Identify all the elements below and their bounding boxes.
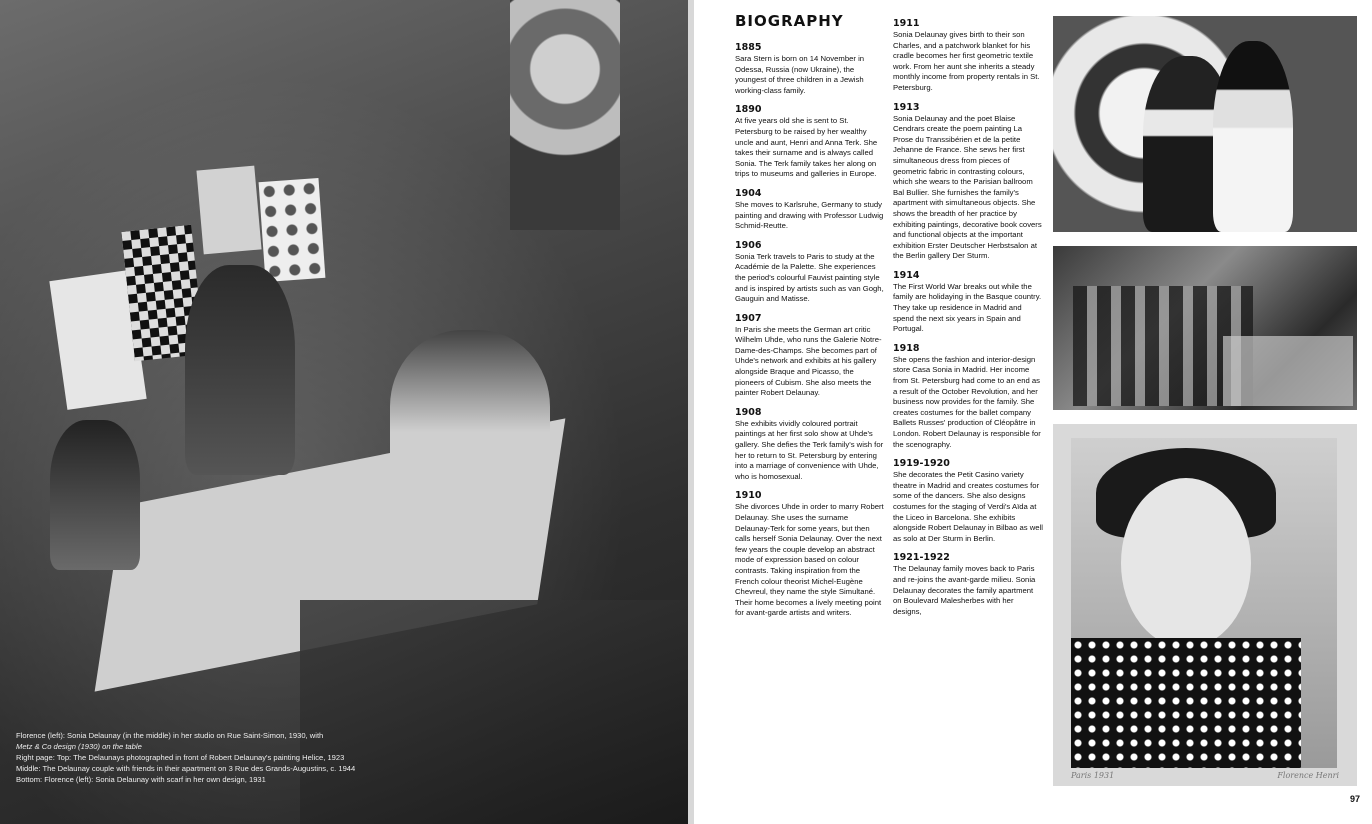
- photo-couple-with-friends: [1053, 246, 1357, 410]
- entry-year: 1885: [735, 42, 762, 53]
- entry-year: 1919-1920: [893, 458, 950, 470]
- biography-entry: [735, 104, 885, 180]
- biography-column-2: [893, 18, 1043, 625]
- wall-artwork-4: [259, 178, 326, 282]
- caption-line: Metz & Co design (1930) on the table: [16, 742, 142, 751]
- entry-text: Sara Stern is born on 14 November in Odessa, Russia (now Ukraine), the youngest of three children in a Jewish working-class family.: [735, 54, 865, 95]
- person-standing: [185, 265, 295, 475]
- entry-text: At five years old she is sent to St. Petersburg to be raised by her wealthy uncle and aunt, Henri and Anna Terk. She takes their surname and is always called Sonia. The Terk family takes her along on trips to museums and galleries in Europe.: [735, 116, 878, 179]
- portrait-inscription: Paris 1931: [1071, 771, 1115, 780]
- entry-year: 1914: [893, 269, 920, 281]
- biography-entry: [735, 407, 885, 483]
- photo-couple-in-front-of-painting: [1053, 16, 1357, 232]
- entry-year: 1908: [735, 406, 762, 418]
- portrait-with-polka-dot-scarf: [1053, 424, 1357, 786]
- biography-entry: [735, 188, 885, 232]
- caption-line: Right page: Top: The Delaunays photographed in front of Robert Delaunay's painting Helice, 1923: [16, 753, 345, 762]
- entry-year: 1921-1922: [893, 552, 950, 564]
- entry-text: She exhibits vividly coloured portrait paintings at her first solo show at Uhde's gallery. She defies the Terk family's wish for her to return to St. Petersburg by entering into a marriage of convenience with Uhde, who is homosexual.: [735, 418, 884, 481]
- entry-text: In Paris she meets the German art critic Wilhelm Uhde, who runs the Galerie Notre-Dame-des-Champs. She becomes part of Uhde's network and exhibits at his gallery alongside Braque and Picasso, the pioneers of Cubism. She also meets the painter Robert Delaunay.: [735, 324, 882, 398]
- man-figure: [1213, 41, 1293, 232]
- page-title: BIOGRAPHY: [735, 12, 844, 30]
- entry-text: She decorates the Petit Casino variety theatre in Madrid and creates costumes for some of the dancers. She also designs costumes for the staging of Verdi's Aïda at the Liceo in Barcelona. She exhibits alongside Robert Delaunay in Bilbao as well as solo at Der Sturm in Berlin.: [893, 470, 1043, 543]
- person-seated-right: [390, 330, 550, 500]
- biography-entry: [893, 458, 1043, 544]
- biography-column-1: [735, 42, 885, 627]
- entry-year: 1911: [893, 18, 920, 29]
- photographer-signature: Florence Henri: [1277, 771, 1339, 780]
- wall-painting: [510, 0, 620, 230]
- polka-dot-scarf: [1071, 638, 1301, 768]
- biography-entry: [893, 102, 1043, 262]
- biography-entry: [893, 18, 1043, 94]
- floor: [300, 600, 688, 824]
- entry-year: 1890: [735, 104, 762, 116]
- photo-caption: [16, 730, 466, 785]
- biography-entry: [893, 552, 1043, 617]
- biography-entry: [735, 42, 885, 96]
- portrait-print: [1071, 438, 1337, 768]
- entry-year: 1907: [735, 312, 762, 324]
- entry-year: 1918: [893, 342, 920, 354]
- biography-entry: [893, 270, 1043, 335]
- room-table: [1223, 336, 1353, 406]
- wall-artwork-3: [196, 166, 261, 255]
- person-seated-left: [50, 420, 140, 570]
- biography-entry: [893, 343, 1043, 450]
- entry-text: She opens the fashion and interior-design store Casa Sonia in Madrid. Her income from St. Petersburg had come to an end as a result of the October Revolution, and her business now provides for the family. She creates costumes for the ballet company Ballets Russes' production of Cléopâtre in London. Robert Delaunay is responsible for the scenography.: [893, 354, 1041, 449]
- caption-line: Bottom: Florence (left): Sonia Delaunay with scarf in her own design, 1931: [16, 775, 266, 784]
- face: [1121, 478, 1251, 648]
- entry-year: 1913: [893, 101, 920, 113]
- entry-text: Sonia Delaunay and the poet Blaise Cendrars create the poem painting La Prose du Transsibérien et de la petite Jehanne de France. She sews her first simultaneous dress from pieces of geometric fabric in contrasting colours, which she wears to the Parisian ballroom Bal Bullier. She furnishes the family's apartment with simultaneous objects. She shows the breadth of her practice by exhibiting paintings, decorative book covers and functional objects at the important exhibition Erster Deutscher Herbstsalon at the Berlin gallery Der Sturm.: [893, 113, 1042, 261]
- entry-text: She moves to Karlsruhe, Germany to study painting and drawing with Professor Ludwig Schmid-Reutte.: [735, 199, 884, 231]
- caption-line: Middle: The Delaunay couple with friends in their apartment on 3 Rue des Grands-Augustins, c. 1944: [16, 764, 356, 773]
- entry-text: Sonia Delaunay gives birth to their son Charles, and a patchwork blanket for his cradle becomes her first geometric textile work. From her aunt she inherits a steady monthly income from property rentals in St. Petersburg.: [893, 30, 1040, 92]
- entry-text: The Delaunay family moves back to Paris and re-joins the avant-garde milieu. Sonia Delaunay decorates the family apartment on Boulevard Malesherbes with her designs,: [893, 564, 1036, 616]
- biography-entry: [735, 240, 885, 305]
- entry-text: Sonia Terk travels to Paris to study at the Académie de la Palette. She experiences the period's colourful Fauvist painting style and is inspired by artists such as van Gogh, Gauguin and Matisse.: [735, 251, 884, 304]
- caption-line: Florence (left): Sonia Delaunay (in the middle) in her studio on Rue Saint-Simon, 1930, with: [16, 731, 324, 740]
- entry-text: She divorces Uhde in order to marry Robert Delaunay. She uses the surname Delaunay-Terk for some years, but then calls herself Sonia Delaunay. Over the next few years the couple develop an abstract mode of expression based on colour contrasts. Taking inspiration from the French colour theorist Michel-Eugène Chevreul, they name the style Simultané. Their home becomes a lively meeting point for avant-garde artists and writers.: [735, 502, 884, 618]
- entry-year: 1904: [735, 187, 762, 199]
- biography-entry: [735, 313, 885, 399]
- entry-text: The First World War breaks out while the family are holidaying in the Basque country. They take up residence in Madrid and spend the next six years in Spain and Portugal.: [893, 281, 1042, 334]
- page-number: 97: [1349, 794, 1360, 804]
- biography-entry: [735, 490, 885, 619]
- entry-year: 1910: [735, 490, 762, 502]
- entry-year: 1906: [735, 239, 762, 251]
